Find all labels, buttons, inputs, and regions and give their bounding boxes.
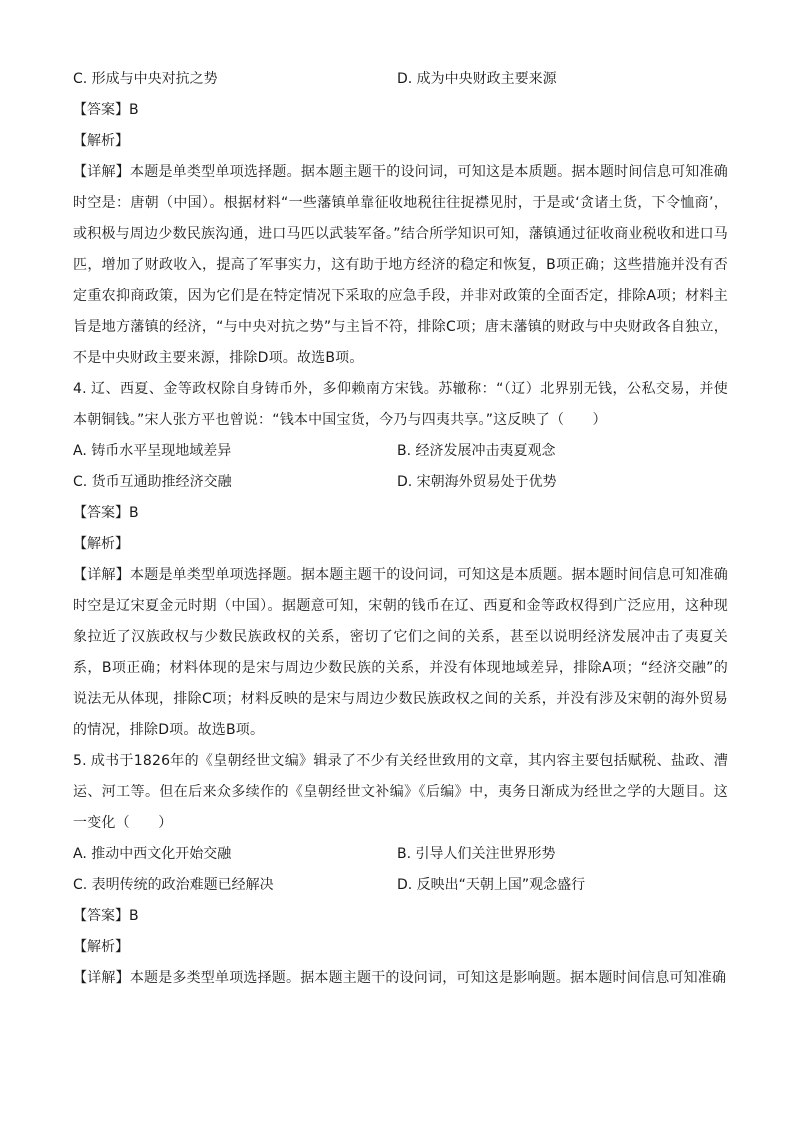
answer-tag: 【答案】	[73, 505, 129, 521]
detail-text: 本题是多类型单项选择题。据本题主题干的设问词，可知这是影响题。据本题时间信息可知准确	[129, 970, 727, 986]
answer-tag: 【答案】	[73, 102, 129, 118]
q4-option-c: C. 货币互通助推经济交融	[73, 474, 232, 490]
q3-answer	[73, 95, 728, 126]
q4-analysis-heading	[73, 529, 728, 560]
q5-options-ab	[73, 839, 728, 870]
detail-tag: 【详解】	[73, 567, 130, 583]
q3-detail	[73, 157, 728, 374]
detail-text: 本题是单类型单项选择题。据本题主题干的设问词，可知这是本质题。据本题时间信息可知准确时空是辽宋夏金元时期（中国）。据题意可知，宋朝的钱币在辽、西夏和金等政权得到广泛应用，这种现象拉近了汉族政权与少数民族政权的关系，密切了它们之间的关系，甚至以说明经济发展冲击了夷夏关系，B项正确；材料体现的是宋与周边少数民族的关系，并没有体现地域差异，排除A项；“经济交融”的说法无从体现，排除C项；材料反映的是宋与周边少数民族政权之间的关系，并没有涉及宋朝的海外贸易的情况，排除D项。故选B项。	[73, 567, 728, 738]
analysis-tag: 【解析】	[73, 939, 129, 955]
q4-options-cd	[73, 467, 728, 498]
q4-option-b: B. 经济发展冲击夷夏观念	[397, 443, 556, 459]
q3-analysis-heading	[73, 126, 728, 157]
q4-stem-text: 辽、西夏、金等政权除自身铸币外，多仰赖南方宋钱。苏辙称：“（辽）北界别无钱，公私交易，并使本朝铜钱。”宋人张方平也曾说：“钱本中国宝货，今乃与四夷共享。”这反映了（ ）	[73, 381, 728, 428]
q5-answer	[73, 901, 728, 932]
q4-option-d: D. 宋朝海外贸易处于优势	[397, 474, 557, 490]
q3-option-c: C. 形成与中央对抗之势	[73, 71, 218, 87]
q4-stem	[73, 374, 728, 436]
analysis-tag: 【解析】	[73, 133, 129, 149]
q3-option-d: D. 成为中央财政主要来源	[397, 71, 557, 87]
q5-option-d: D. 反映出“天朝上国”观念盛行	[397, 877, 586, 893]
answer-value: B	[129, 505, 139, 521]
detail-text: 本题是单类型单项选择题。据本题主题干的设问词，可知这是本质题。据本题时间信息可知准确时空是：唐朝（中国）。根据材料“一些藩镇单靠征收地税往往捉襟见肘，于是或‘贪诸土货，下令恤商’，或积极与周边少数民族沟通，进口马匹以武装军备。”结合所学知识可知，藩镇通过征收商业税收和进口马匹，增加了财政收入，提高了军事实力，这有助于地方经济的稳定和恢复，B项正确；这些措施并没有否定重农抑商政策，因为它们是在特定情况下采取的应急手段，并非对政策的全面否定，排除A项；材料主旨是地方藩镇的经济，“与中央对抗之势”与主旨不符，排除C项；唐末藩镇的财政与中央财政各自独立，不是中央财政主要来源，排除D项。故选B项。	[73, 164, 728, 366]
q4-options-ab	[73, 436, 728, 467]
q5-option-b: B. 引导人们关注世界形势	[397, 846, 556, 862]
document-page	[73, 64, 728, 994]
answer-value: B	[129, 908, 139, 924]
q5-number: 5.	[73, 753, 87, 769]
q5-options-cd	[73, 870, 728, 901]
q5-stem-text: 成书于1826年的《皇朝经世文编》辑录了不少有关经世致用的文章，其内容主要包括赋税、盐政、漕运、河工等。但在后来众多续作的《皇朝经世文补编》《后编》中，夷务日渐成为经世之学的大题目。这一变化（ ）	[73, 753, 728, 831]
detail-tag: 【详解】	[73, 970, 130, 986]
q4-number: 4.	[73, 381, 87, 397]
answer-value: B	[129, 102, 139, 118]
q5-option-a: A. 推动中西文化开始交融	[73, 846, 232, 862]
q5-detail	[73, 963, 728, 994]
q5-option-c: C. 表明传统的政治难题已经解决	[73, 877, 274, 893]
answer-tag: 【答案】	[73, 908, 129, 924]
q5-stem	[73, 746, 728, 839]
q4-detail	[73, 560, 728, 746]
q4-option-a: A. 铸币水平呈现地域差异	[73, 443, 232, 459]
detail-tag: 【详解】	[73, 164, 130, 180]
q3-options-cd	[73, 64, 728, 95]
q4-answer	[73, 498, 728, 529]
q5-analysis-heading	[73, 932, 728, 963]
analysis-tag: 【解析】	[73, 536, 129, 552]
